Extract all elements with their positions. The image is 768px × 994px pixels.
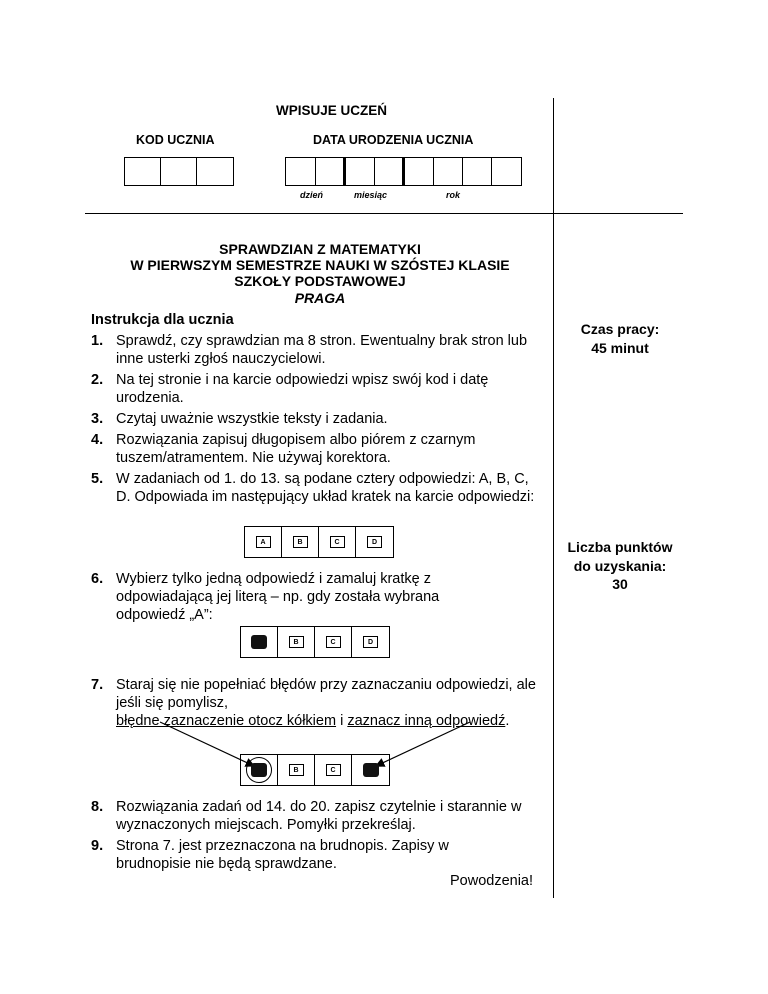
year-box[interactable]	[434, 158, 463, 185]
year-box[interactable]	[463, 158, 492, 185]
answer-cell	[356, 527, 393, 557]
code-box[interactable]	[161, 158, 197, 185]
answer-grid-example	[244, 526, 394, 558]
item-text: Rozwiązania zadań od 14. do 20. zapisz czytelnie i starannie w wyznaczonych miejscach. Pomyłki przekreślaj.	[116, 799, 522, 833]
vertical-divider	[553, 98, 554, 898]
answer-cell	[245, 527, 282, 557]
day-box[interactable]	[286, 158, 316, 185]
code-box[interactable]	[125, 158, 161, 185]
day-caption: dzień	[300, 190, 324, 200]
item-number: 8.	[91, 799, 104, 815]
answer-cell	[282, 527, 319, 557]
answer-cell-filled	[352, 755, 389, 785]
letter-c: C	[326, 636, 341, 648]
time-label: Czas pracy:	[580, 321, 660, 337]
item-text: i	[336, 713, 348, 729]
instructions-list-1	[91, 332, 551, 509]
item-number: 9.	[91, 838, 104, 854]
answer-grid-filled-example	[240, 626, 390, 658]
item-text: W zadaniach od 1. do 13. są podane cztery odpowiedzi: A, B, C, D. Odpowiada im następujący układ kratek na karcie odpowiedzi:	[116, 471, 535, 505]
answer-cell-circled	[241, 755, 278, 785]
closing-text: Powodzenia!	[450, 873, 534, 889]
month-caption: miesiąc	[354, 190, 388, 200]
instruction-item	[91, 371, 551, 407]
item-number: 7.	[91, 677, 104, 693]
kod-label: KOD UCZNIA	[136, 133, 215, 147]
exam-title-line1: SPRAWDZIAN Z MATEMATYKI	[219, 241, 421, 257]
filled-mark	[251, 635, 267, 649]
answer-cell	[319, 527, 356, 557]
month-box[interactable]	[375, 158, 405, 185]
instruction-item	[91, 570, 491, 624]
instructions-list-4	[91, 798, 551, 876]
day-box[interactable]	[316, 158, 346, 185]
points-label: Liczba punktów	[567, 539, 673, 555]
horizontal-divider	[85, 213, 683, 214]
item-text: Staraj się nie popełniać błędów przy zaznaczaniu odpowiedzi, ale jeśli się pomylisz,	[116, 677, 536, 711]
answer-cell	[352, 627, 389, 657]
item-text: Rozwiązania zapisuj długopisem albo piórem z czarnym tuszem/atramentem. Nie używaj korektora.	[116, 432, 476, 466]
item-text: Wybierz tylko jedną odpowiedź i zamaluj kratkę z odpowiadającą jej literą – np. gdy została wybrana odpowiedź „A”:	[116, 571, 440, 623]
exam-title-line2: W PIERWSZYM SEMESTRZE NAUKI W SZÓSTEJ KLASIE	[130, 257, 510, 273]
item-number: 3.	[91, 411, 104, 427]
letter-a: A	[256, 536, 271, 548]
item-text: Strona 7. jest przeznaczona na brudnopis. Zapisy w brudnopisie nie będą sprawdzane.	[116, 838, 449, 872]
letter-b: B	[289, 764, 304, 776]
code-box[interactable]	[197, 158, 233, 185]
instruction-item	[91, 410, 551, 428]
item-text-underlined: zaznacz inną odpowiedź	[347, 713, 506, 729]
letter-b: B	[293, 536, 308, 548]
letter-d: D	[363, 636, 378, 648]
item-number: 4.	[91, 432, 104, 448]
answer-cell	[315, 627, 352, 657]
instruction-item	[91, 470, 536, 506]
month-box[interactable]	[346, 158, 375, 185]
answer-grid-correction-example	[240, 754, 390, 786]
birthdate-boxes[interactable]	[285, 157, 522, 186]
exam-title-line3: SZKOŁY PODSTAWOWEJ	[234, 273, 406, 289]
instructions-heading: Instrukcja dla ucznia	[91, 312, 234, 328]
instruction-item	[91, 431, 551, 467]
points-value: 30	[612, 576, 628, 592]
exam-title-line4: PRAGA	[294, 290, 346, 306]
instruction-item	[91, 332, 551, 368]
answer-cell	[315, 755, 352, 785]
filled-mark	[363, 763, 379, 777]
item-number: 6.	[91, 571, 104, 587]
letter-c: C	[326, 764, 341, 776]
arrow-to-new-answer	[376, 722, 470, 766]
letter-b: B	[289, 636, 304, 648]
answer-cell-filled	[241, 627, 278, 657]
year-box[interactable]	[405, 158, 434, 185]
answer-cell	[278, 755, 315, 785]
points-label-2: do uzyskania:	[573, 558, 667, 574]
item-text-underlined: błędne zaznaczenie otocz kółkiem	[116, 713, 337, 729]
student-code-boxes[interactable]	[124, 157, 234, 186]
item-number: 5.	[91, 471, 104, 487]
item-text: Czytaj uważnie wszystkie teksty i zadania.	[116, 411, 388, 427]
letter-d: D	[367, 536, 382, 548]
letter-c: C	[330, 536, 345, 548]
item-text: Na tej stronie i na karcie odpowiedzi wpisz swój kod i datę urodzenia.	[116, 372, 489, 406]
item-number: 1.	[91, 333, 104, 349]
instruction-item	[91, 798, 536, 834]
birthdate-label: DATA URODZENIA UCZNIA	[313, 133, 474, 147]
item-text: .	[505, 713, 510, 729]
answer-cell	[278, 627, 315, 657]
student-fill-title: WPISUJE UCZEŃ	[276, 103, 388, 118]
correction-circle	[246, 757, 272, 783]
instructions-list-2	[91, 570, 491, 627]
year-caption: rok	[446, 190, 461, 200]
time-value: 45 minut	[591, 340, 649, 356]
item-text: Sprawdź, czy sprawdzian ma 8 stron. Ewentualny brak stron lub inne usterki zgłoś nauczycielowi.	[116, 333, 528, 367]
year-box[interactable]	[492, 158, 521, 185]
item-number: 2.	[91, 372, 104, 388]
instruction-item	[91, 837, 456, 873]
